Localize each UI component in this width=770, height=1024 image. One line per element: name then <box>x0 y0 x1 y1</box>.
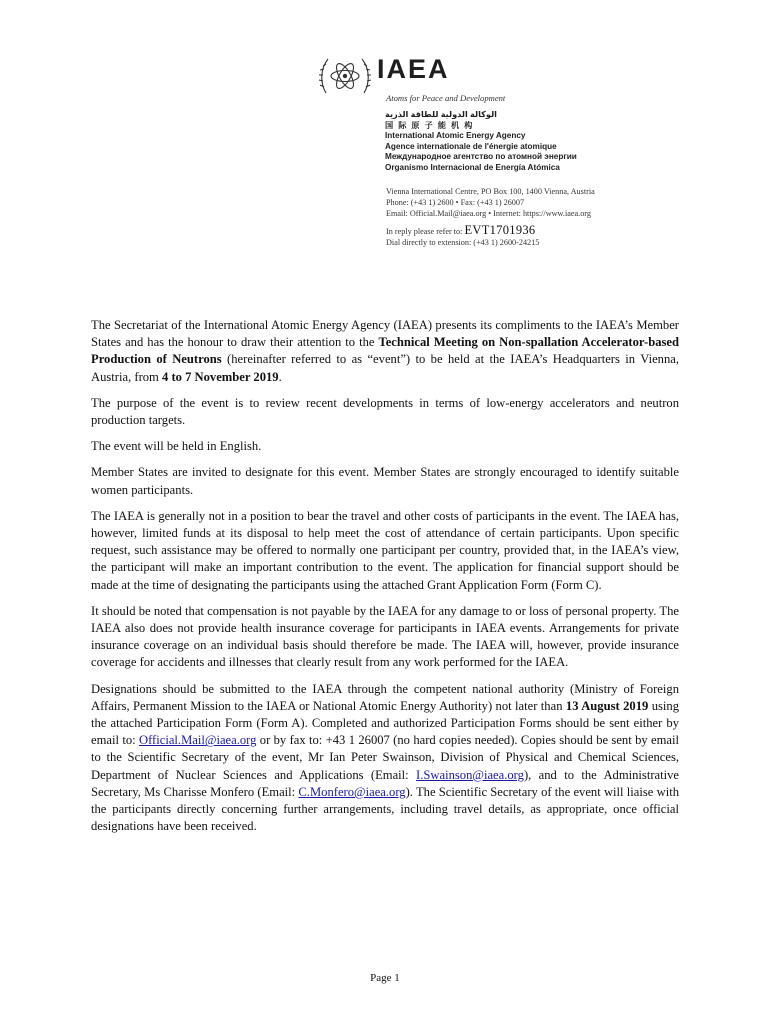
agency-name-russian: Международное агентство по атомной энергии <box>385 152 577 162</box>
agency-name-english: International Atomic Energy Agency <box>385 131 526 141</box>
iaea-logo-icon <box>318 53 372 99</box>
tagline: Atoms for Peace and Development <box>386 93 506 103</box>
brand-wordmark: IAEA <box>377 54 450 84</box>
agency-name-chinese: 国际原子能机构 <box>385 120 478 130</box>
letter-body <box>91 317 679 844</box>
dial-extension: Dial directly to extension: (+43 1) 2600-24215 <box>386 237 540 247</box>
reply-reference: EVT1701936 <box>464 223 536 237</box>
paragraph-designation: Member States are invited to designate for this event. Member States are strongly encouraged to identify suitable women participants. <box>91 465 679 497</box>
address: Vienna International Centre, PO Box 100, 1400 Vienna, Austria <box>386 187 595 196</box>
swainson-email-link[interactable]: I.Swainson@iaea.org <box>416 767 524 782</box>
paragraph-funding: The IAEA is generally not in a position to bear the travel and other costs of participants in the event. The IAEA has, however, limited funds at its disposal to help meet the cost of attendance of certain participants. Upon specific request, such assistance may be offered to normally one participant per country, provided that, in the IAEA’s view, the participant will make an important contribution to the event. The application for financial support should be made at the time of designating the participants using the attached Grant Application Form (Form C). <box>91 508 679 592</box>
agency-name-spanish: Organismo Internacional de Energía Atómica <box>385 162 560 172</box>
agency-name-arabic: الوكالة الدولية للطاقة الذرية <box>385 110 497 119</box>
official-mail-link[interactable]: Official.Mail@iaea.org <box>138 733 257 748</box>
agency-name-french: Agence internationale de l'énergie atomique <box>385 141 557 151</box>
contact-block <box>386 187 595 219</box>
paragraph-language: The event will be held in English. <box>91 439 262 454</box>
paragraph-submission: Designations should be submitted to the IAEA through the competent national authority (Ministry of Foreign Affairs, Permanent Mission to the IAEA or National Atomic Energy Authority) not later than 13 August 2019 using the attached Participation Form (Form A). Completed and authorized Participation Forms should be sent either by email to: Official.Mail@iaea.org or by fax to: +43 1 26007 (no hard copies needed). Copies should be sent by email to the Scientific Secretary of the event, Mr Ian Peter Swainson, Division of Physical and Chemical Sciences, Department of Nuclear Sciences and Applications (Email: I.Swainson@iaea.org), and to the Administrative Secretary, Ms Charisse Monfero (Email: C.Monfero@iaea.org). The Scientific Secretary of the event will liaise with the participants directly concerning further arrangements, including travel details, as appropriate, once official designations have been received. <box>91 681 679 834</box>
reply-block <box>386 225 539 249</box>
email-internet: Email: Official.Mail@iaea.org • Internet: https://www.iaea.org <box>386 208 591 218</box>
page-number: Page 1 <box>370 972 400 984</box>
phone-fax: Phone: (+43 1) 2600 • Fax: (+43 1) 26007 <box>386 197 525 207</box>
monfero-email-link[interactable]: C.Monfero@iaea.org <box>298 784 406 799</box>
paragraph-purpose: The purpose of the event is to review recent developments in terms of low-energy accelerators and neutron production targets. <box>91 395 679 428</box>
paragraph-intro: The Secretariat of the International Atomic Energy Agency (IAEA) presents its compliments to the IAEA’s Member States and has the honour to draw their attention to the Technical Meeting on Non-spallation Accelerator-based Production of Neutrons (hereinafter referred to as “event”) to be held at the IAEA’s Headquarters in Vienna, Austria, from 4 to 7 November 2019. <box>91 318 679 384</box>
paragraph-insurance: It should be noted that compensation is not payable by the IAEA for any damage to or loss of personal property. The IAEA also does not provide health insurance coverage for participants in IAEA events. Arrangements for private insurance coverage on an individual basis should therefore be made. The IAEA will, however, provide insurance coverage for accidents and illnesses that clearly result from any work performed for the IAEA. <box>91 603 679 670</box>
agency-names <box>385 110 577 174</box>
reply-label: In reply please refer to: <box>386 227 465 236</box>
